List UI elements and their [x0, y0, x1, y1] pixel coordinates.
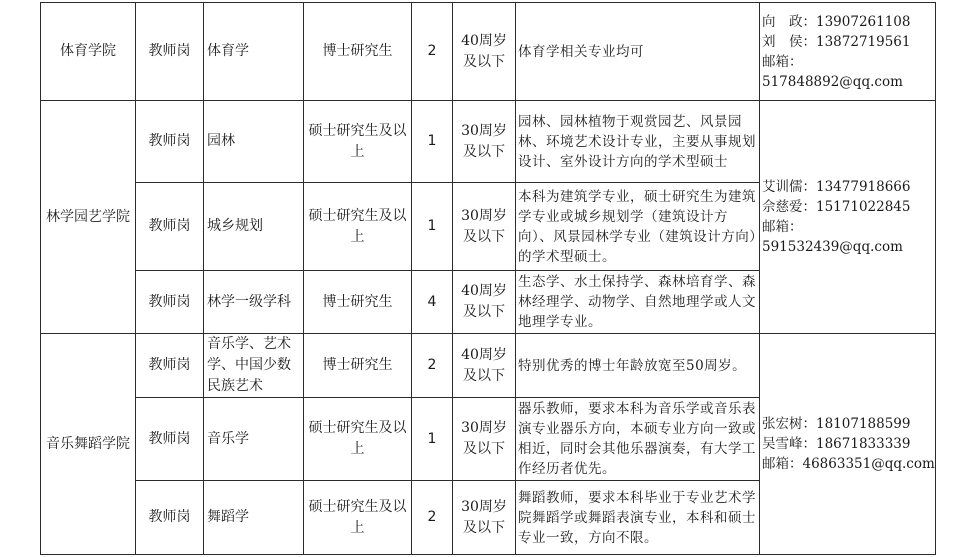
table-row [41, 101, 936, 183]
degree-cell: 博士研究生 [304, 3, 412, 101]
requirements-cell: 生态学、水土保持学、森林培育学、森林经理学、动物学、自然地理学或人文地理学专业。 [516, 271, 760, 334]
degree-cell: 硕士研究生及以上 [304, 481, 412, 555]
table-row [41, 3, 936, 101]
table-row [41, 334, 936, 398]
contact-email: 邮箱：46863351@qq.com [762, 456, 935, 472]
requirements-cell: 本科为建筑学专业，硕士研究生为建筑学专业或城乡规划学（建筑设计方向）、风景园林学专业（建筑设计方向）的学术型硕士。 [516, 183, 760, 271]
requirements-cell: 器乐教师，要求本科为音乐学或音乐表演专业器乐方向，本硕专业方向一致或相近，同时会其他乐器演奏，有大学工作经历者优先。 [516, 398, 760, 481]
count-cell: 1 [412, 101, 453, 183]
age-cell: 30周岁及以下 [453, 398, 516, 481]
contact-line: 张宏树：18107188599 [762, 416, 911, 432]
post-cell: 教师岗 [136, 3, 204, 101]
post-cell: 教师岗 [136, 334, 204, 398]
contact-email: 591532439@qq.com [762, 239, 903, 255]
post-cell: 教师岗 [136, 481, 204, 555]
contact-cell [760, 3, 936, 101]
age-cell: 30周岁及以下 [453, 183, 516, 271]
age-cell: 40周岁及以下 [453, 3, 516, 101]
recruitment-table [40, 2, 936, 555]
post-cell: 教师岗 [136, 271, 204, 334]
post-cell: 教师岗 [136, 183, 204, 271]
contact-line: 刘 侯：13872719561 [762, 33, 911, 50]
contact-line: 艾训儒：13477918666 [762, 179, 911, 195]
age-cell: 30周岁及以下 [453, 481, 516, 555]
contact-cell [760, 101, 936, 334]
age-cell: 40周岁及以下 [453, 334, 516, 398]
count-cell: 2 [412, 481, 453, 555]
college-cell: 音乐舞蹈学院 [41, 334, 136, 555]
count-cell: 2 [412, 3, 453, 101]
post-cell: 教师岗 [136, 101, 204, 183]
count-cell: 2 [412, 334, 453, 398]
count-cell: 1 [412, 398, 453, 481]
count-cell: 1 [412, 183, 453, 271]
contact-cell [760, 334, 936, 555]
age-cell: 30周岁及以下 [453, 101, 516, 183]
degree-cell: 硕士研究生及以上 [304, 101, 412, 183]
requirements-cell: 体育学相关专业均可 [516, 3, 760, 101]
discipline-cell: 林学一级学科 [204, 271, 304, 334]
contact-line: 邮箱： [762, 219, 803, 235]
discipline-cell: 城乡规划 [204, 183, 304, 271]
discipline-cell: 舞蹈学 [204, 481, 304, 555]
contact-email: 517848892@qq.com [762, 73, 903, 90]
degree-cell: 博士研究生 [304, 334, 412, 398]
age-cell: 40周岁及以下 [453, 271, 516, 334]
degree-cell: 硕士研究生及以上 [304, 398, 412, 481]
contact-line: 向 政：13907261108 [762, 13, 911, 30]
discipline-cell: 体育学 [204, 3, 304, 101]
discipline-cell: 音乐学 [204, 398, 304, 481]
count-cell: 4 [412, 271, 453, 334]
discipline-cell: 园林 [204, 101, 304, 183]
post-cell: 教师岗 [136, 398, 204, 481]
contact-line: 邮箱： [762, 53, 803, 70]
degree-cell: 硕士研究生及以上 [304, 183, 412, 271]
requirements-cell: 舞蹈教师，要求本科毕业于专业艺术学院舞蹈学或舞蹈表演专业，本科和硕士专业一致，方向不限。 [516, 481, 760, 555]
requirements-cell: 特别优秀的博士年龄放宽至50周岁。 [516, 334, 760, 398]
discipline-cell: 音乐学、艺术学、中国少数民族艺术 [204, 334, 304, 398]
contact-line: 佘慈爱：15171022845 [762, 199, 911, 215]
college-cell: 体育学院 [41, 3, 136, 101]
contact-line: 吴雪峰：18671833339 [762, 436, 911, 452]
degree-cell: 博士研究生 [304, 271, 412, 334]
college-cell: 林学园艺学院 [41, 101, 136, 334]
requirements-cell: 园林、园林植物于观赏园艺、风景园林、环境艺术设计专业，主要从事规划设计、室外设计方向的学术型硕士 [516, 101, 760, 183]
